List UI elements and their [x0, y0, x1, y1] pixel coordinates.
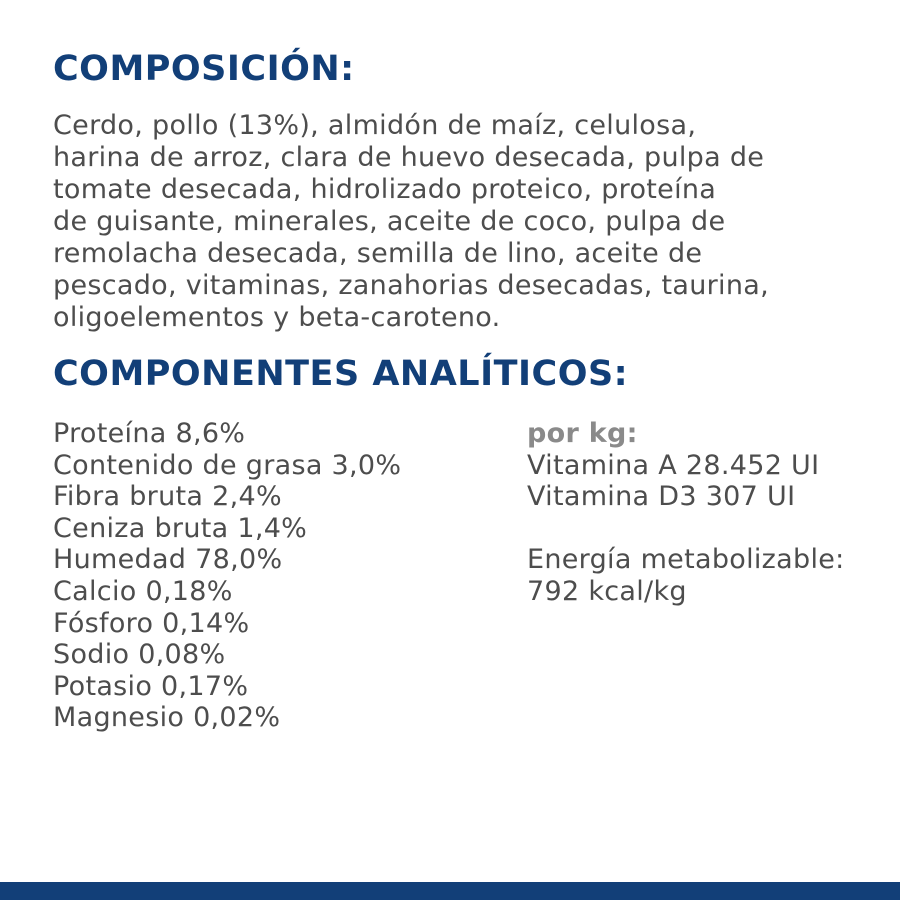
energy-value: 792 kcal/kg [527, 575, 687, 607]
analytic-item-sodium: Sodio 0,08% [53, 639, 226, 671]
composition-line: de guisante, minerales, aceite de coco, pulpa de [53, 206, 726, 237]
bottom-brand-bar [0, 882, 900, 900]
analytic-item-potassium: Potasio 0,17% [53, 670, 249, 702]
analytic-item-protein: Proteína 8,6% [53, 418, 246, 449]
analytic-item-moisture: Humedad 78,0% [53, 544, 283, 576]
composition-line: Cerdo, pollo (13%), almidón de maíz, celulosa, [53, 110, 697, 141]
analytic-components-heading: COMPONENTES ANALÍTICOS: [53, 354, 629, 394]
analytic-item-calcium: Calcio 0,18% [53, 575, 233, 607]
composition-line: oligoelementos y beta-caroteno. [53, 302, 501, 333]
per-kg-title: por kg: [527, 418, 638, 449]
composition-line: pescado, vitaminas, zanahorias desecadas, taurina, [53, 270, 769, 301]
energy-label: Energía metabolizable: [527, 544, 845, 576]
analytic-components-list [53, 418, 401, 734]
composition-line: harina de arroz, clara de huevo desecada, pulpa de [53, 142, 765, 173]
composition-line: remolacha desecada, semilla de lino, aceite de [53, 238, 703, 269]
per-kg-block [527, 418, 845, 608]
vitamin-d3-value: Vitamina D3 307 UI [527, 481, 796, 513]
analytic-item-fibre: Fibra bruta 2,4% [53, 481, 282, 513]
analytic-item-ash: Ceniza bruta 1,4% [53, 512, 308, 544]
analytic-item-phosphorus: Fósforo 0,14% [53, 607, 250, 639]
composition-heading: COMPOSICIÓN: [53, 49, 355, 89]
analytic-item-fat: Contenido de grasa 3,0% [53, 449, 402, 481]
analytic-item-magnesium: Magnesio 0,02% [53, 702, 281, 734]
composition-text [53, 110, 883, 334]
vitamin-a-value: Vitamina A 28.452 UI [527, 449, 820, 481]
composition-line: tomate desecada, hidrolizado proteico, proteína [53, 174, 717, 205]
per-kg-spacer [527, 513, 845, 545]
